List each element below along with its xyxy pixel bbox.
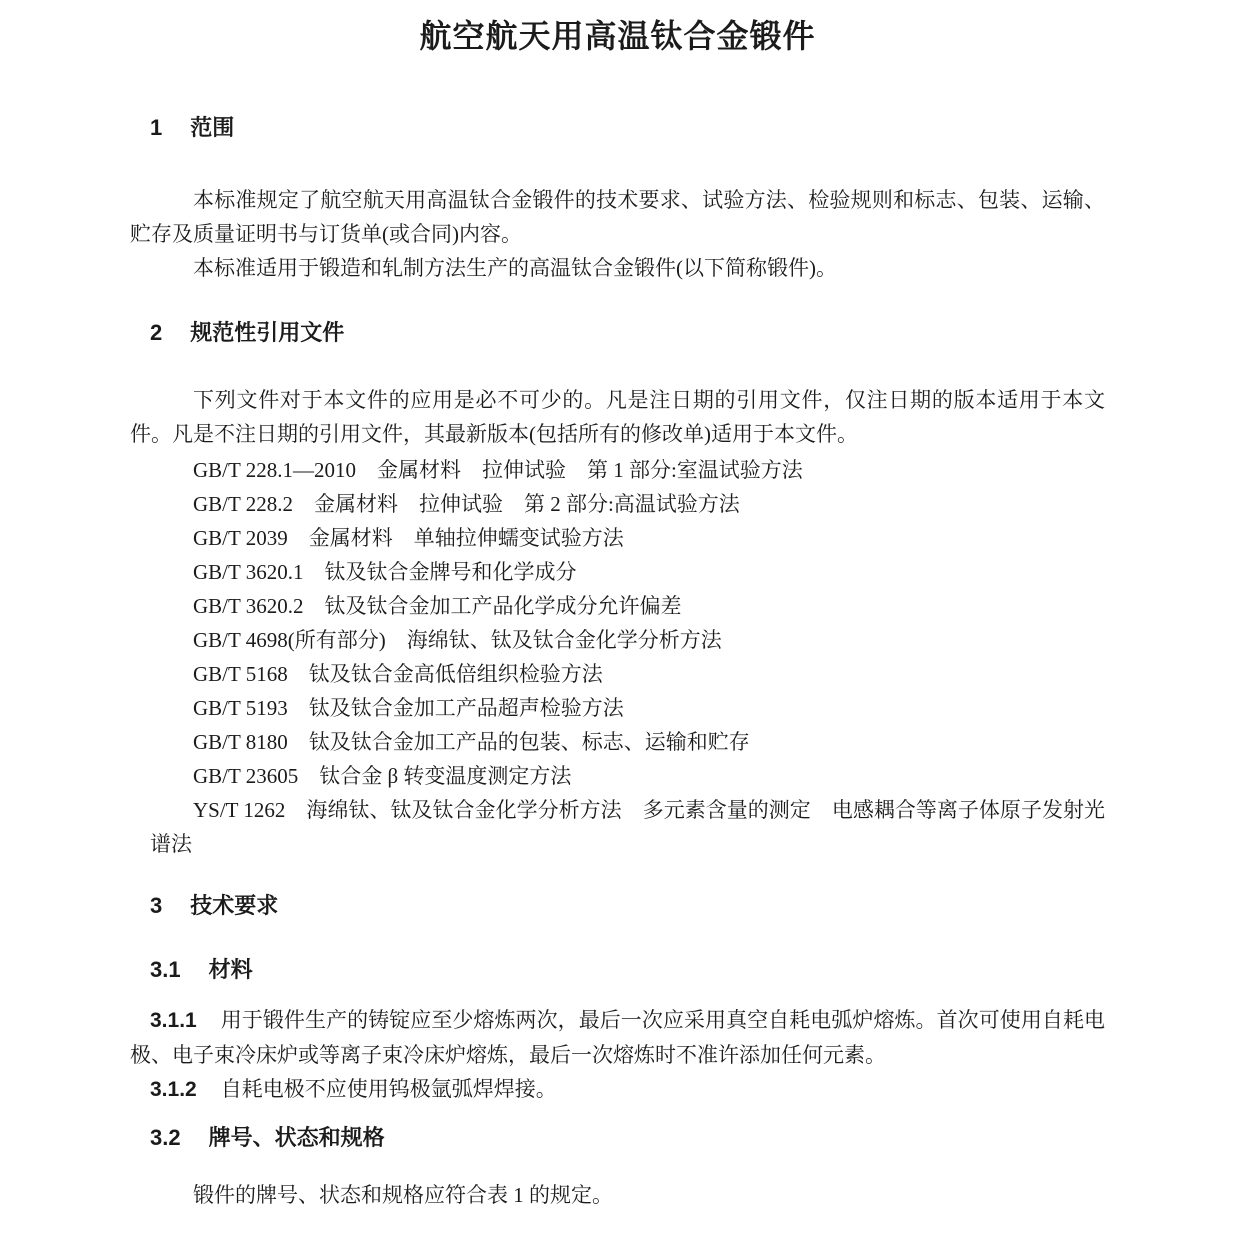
reference-item: GB/T 5193 钛及钛合金加工产品超声检验方法 — [193, 696, 624, 720]
grade-paragraph: 锻件的牌号、状态和规格应符合表 1 的规定。 — [193, 1183, 613, 1207]
section-3-2-number: 3.2 — [150, 1125, 181, 1150]
reference-item: GB/T 228.1—2010 金属材料 拉伸试验 第 1 部分:室温试验方法 — [193, 458, 803, 482]
normative-references-list — [130, 453, 1105, 861]
reference-item: GB/T 228.2 金属材料 拉伸试验 第 2 部分:高温试验方法 — [193, 492, 740, 516]
section-3-1-title: 材料 — [208, 957, 253, 982]
clause-3-1-2-text: 自耗电极不应使用钨极氩弧焊焊接。 — [220, 1077, 557, 1101]
clause-3-1-2-number: 3.1.2 — [150, 1078, 197, 1101]
references-intro-paragraph: 下列文件对于本文件的应用是必不可少的。凡是注日期的引用文件，仅注日期的版本适用于本文件。凡是不注日期的引用文件，其最新版本(包括所有的修改单)适用于本文件。 — [130, 388, 1105, 446]
section-1-heading — [150, 113, 1105, 143]
section-3-1-number: 3.1 — [150, 957, 181, 982]
section-2-number: 2 — [150, 320, 163, 345]
reference-item: GB/T 2039 金属材料 单轴拉伸蠕变试验方法 — [193, 526, 624, 550]
section-3-title: 技术要求 — [190, 893, 279, 918]
clause-3-1-1-text: 用于锻件生产的铸锭应至少熔炼两次，最后一次应采用真空自耗电弧炉熔炼。首次可使用自耗电极、电子束冷床炉或等离子束冷床炉熔炼，最后一次熔炼时不准许添加任何元素。 — [130, 1008, 1105, 1067]
section-3-2-title: 牌号、状态和规格 — [208, 1125, 385, 1150]
scope-paragraph-1: 本标准规定了航空航天用高温钛合金锻件的技术要求、试验方法、检验规则和标志、包装、运输、贮存及质量证明书与订货单(或合同)内容。 — [130, 188, 1105, 246]
clause-3-1-2 — [130, 1072, 1105, 1107]
reference-item: GB/T 23605 钛合金 β 转变温度测定方法 — [193, 764, 572, 788]
section-3-heading — [150, 891, 1105, 921]
section-1-title: 范围 — [190, 115, 235, 140]
reference-item: YS/T 1262 海绵钛、钛及钛合金化学分析方法 多元素含量的测定 电感耦合等离子体原子发射光谱法 — [150, 798, 1105, 856]
reference-item: GB/T 5168 钛及钛合金高低倍组织检验方法 — [193, 662, 603, 686]
clause-3-1-1 — [130, 1003, 1105, 1072]
reference-item: GB/T 3620.2 钛及钛合金加工产品化学成分允许偏差 — [193, 594, 682, 618]
section-1-number: 1 — [150, 115, 163, 140]
section-3-2-heading — [150, 1123, 1105, 1153]
section-3-number: 3 — [150, 893, 163, 918]
reference-item: GB/T 3620.1 钛及钛合金牌号和化学成分 — [193, 560, 577, 584]
reference-item: GB/T 8180 钛及钛合金加工产品的包装、标志、运输和贮存 — [193, 730, 750, 754]
section-2-heading — [150, 318, 1105, 348]
document-page — [0, 14, 1240, 1243]
reference-item: GB/T 4698(所有部分) 海绵钛、钛及钛合金化学分析方法 — [193, 628, 722, 652]
section-2-title: 规范性引用文件 — [190, 320, 345, 345]
document-title: 航空航天用高温钛合金锻件 — [419, 18, 816, 54]
section-3-1-heading — [150, 955, 1105, 985]
clause-3-1-1-number: 3.1.1 — [150, 1009, 197, 1032]
scope-paragraph-2: 本标准适用于锻造和轧制方法生产的高温钛合金锻件(以下简称锻件)。 — [193, 256, 837, 280]
